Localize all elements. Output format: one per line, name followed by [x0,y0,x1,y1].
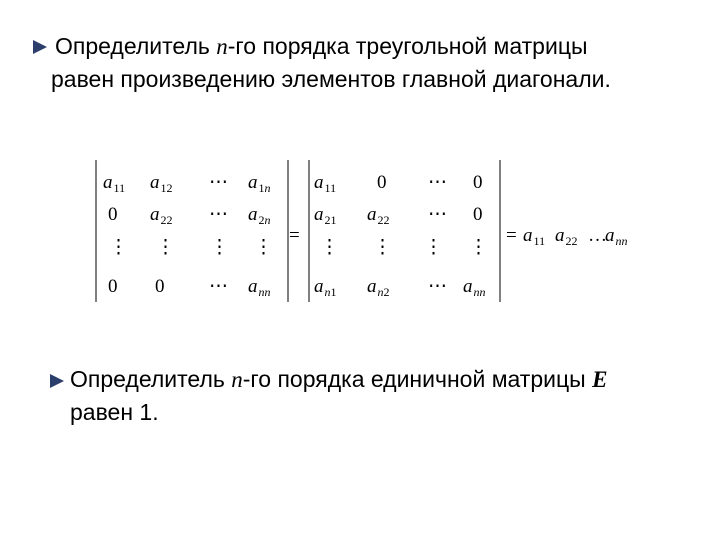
left-matrix-entry: 0 [108,204,118,225]
product-factor: … [588,225,607,246]
right-matrix-entry: an1 [314,276,337,299]
left-matrix-entry: ⋯ [209,204,228,225]
right-matrix-entry: an2 [367,276,390,299]
right-matrix-entry: ⋯ [428,276,447,297]
left-matrix-entry: a12 [150,172,173,195]
left-matrix-entry: a1n [248,172,271,195]
left-matrix-entry: ⋮ [210,237,229,258]
product-factor: a22 [555,225,578,248]
right-matrix-entry: ⋯ [428,172,447,193]
right-matrix-entry: 0 [473,172,483,193]
bullet1-line2: равен произведению элементов главной диагонали. [51,66,611,92]
right-matrix-entry: a21 [314,204,337,227]
right-matrix-entry: ⋮ [373,237,392,258]
equals-sign: = [506,225,517,246]
right-matrix-entry: ann [463,276,486,299]
right-matrix-entry: 0 [473,204,483,225]
left-matrix-entry: ⋮ [254,237,273,258]
product-factor: a11 [523,225,546,248]
left-matrix-entry: 0 [108,276,118,297]
right-matrix-entry: ⋯ [428,204,447,225]
left-matrix-entry: a22 [150,204,173,227]
left-matrix-entry: a11 [103,172,126,195]
right-matrix-entry: ⋮ [469,237,488,258]
bullet-identity-determinant [50,363,690,428]
right-matrix-entry: ⋮ [424,237,443,258]
bullet-triangle-icon [50,374,64,388]
right-matrix-entry: ⋮ [320,237,339,258]
bullet2-line1: Определитель n-го порядка единичной матрицы E [70,366,608,392]
right-matrix-entry: a11 [314,172,337,195]
left-matrix-entry: ⋯ [209,276,228,297]
bullet1-line1: Определитель n-го порядка треугольной матрицы [55,33,588,59]
left-matrix-entry: a2n [248,204,271,227]
left-matrix-entry: ⋮ [109,237,128,258]
left-matrix-entry: 0 [155,276,165,297]
left-matrix-entry: ⋮ [156,237,175,258]
left-matrix-entry: ⋯ [209,172,228,193]
equals-sign: = [289,225,300,246]
left-matrix-entry: ann [248,276,271,299]
product-factor: ann [605,225,628,248]
bullet2-line2: равен 1. [70,399,159,425]
right-matrix-entry: a22 [367,204,390,227]
right-matrix-entry: 0 [377,172,387,193]
